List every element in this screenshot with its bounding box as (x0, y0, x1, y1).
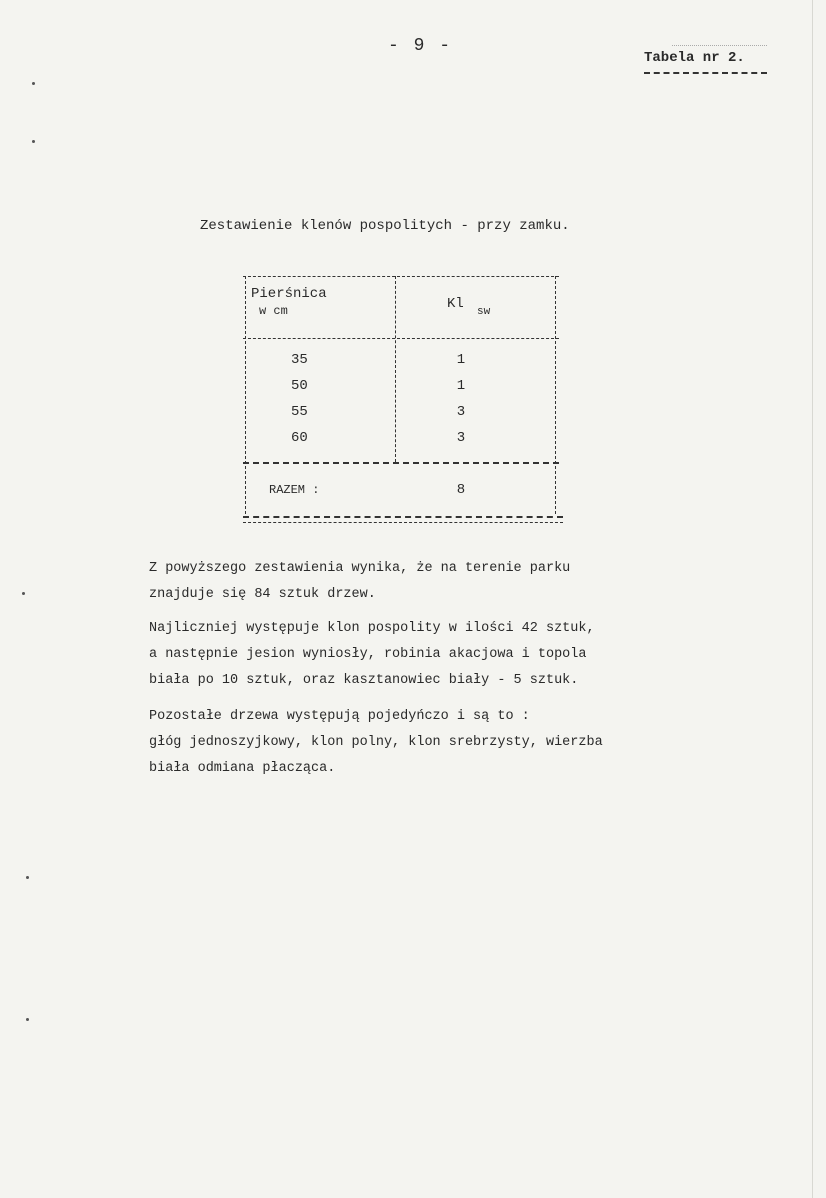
page-number: - 9 - (387, 36, 452, 56)
header-klasa: Kl (447, 296, 464, 312)
table-rule (243, 462, 559, 464)
page-edge (812, 0, 813, 1198)
table-rule (243, 276, 559, 277)
cell-piersnica: 60 (291, 430, 308, 446)
table-rule (243, 338, 559, 339)
cell-kl: 3 (456, 430, 466, 446)
table-label-dots (672, 45, 767, 46)
cell-piersnica: 35 (291, 352, 308, 368)
cell-piersnica: 50 (291, 378, 308, 394)
margin-mark (32, 82, 35, 85)
table-rule (243, 522, 563, 523)
cell-kl: 1 (456, 352, 466, 368)
document-title: Zestawienie klenów pospolitych - przy zamku. (200, 218, 570, 234)
paragraph-line: Pozostałe drzewa występują pojedyńczo i są to : (149, 709, 530, 724)
paragraph-line: biała po 10 sztuk, oraz kasztanowiec biały - 5 sztuk. (149, 673, 579, 688)
cell-kl: 3 (456, 404, 466, 420)
paragraph (149, 556, 789, 608)
paragraph-line: biała odmiana płacząca. (149, 761, 336, 776)
header-klasa-sub: sw (477, 306, 491, 318)
table-label-underline (644, 72, 767, 74)
margin-mark (22, 592, 25, 595)
paragraph (149, 704, 789, 782)
margin-mark (26, 1018, 29, 1021)
data-table (243, 276, 559, 524)
paragraph-line: a następnie jesion wyniosły, robinia akacjowa i topola (149, 647, 587, 662)
margin-mark (32, 140, 35, 143)
table-rule (245, 276, 246, 514)
cell-kl: 1 (456, 378, 466, 394)
table-label: Tabela nr 2. (644, 50, 745, 66)
paragraph-line: Z powyższego zestawienia wynika, że na terenie parku (149, 561, 571, 576)
paragraph-line: Najliczniej występuje klon pospolity w ilości 42 sztuk, (149, 621, 595, 636)
header-piersnica-unit: w cm (259, 304, 288, 318)
table-rule (243, 516, 563, 518)
paragraph (149, 616, 789, 694)
table-rule (395, 276, 396, 462)
total-label: RAZEM : (269, 483, 320, 497)
margin-mark (26, 876, 29, 879)
table-rule (555, 276, 556, 514)
total-value: 8 (456, 482, 466, 498)
paragraph-line: głóg jednoszyjkowy, klon polny, klon srebrzysty, wierzba (149, 735, 603, 750)
header-piersnica: Pierśnica (251, 286, 327, 302)
cell-piersnica: 55 (291, 404, 308, 420)
paragraph-line: znajduje się 84 sztuk drzew. (149, 587, 376, 602)
